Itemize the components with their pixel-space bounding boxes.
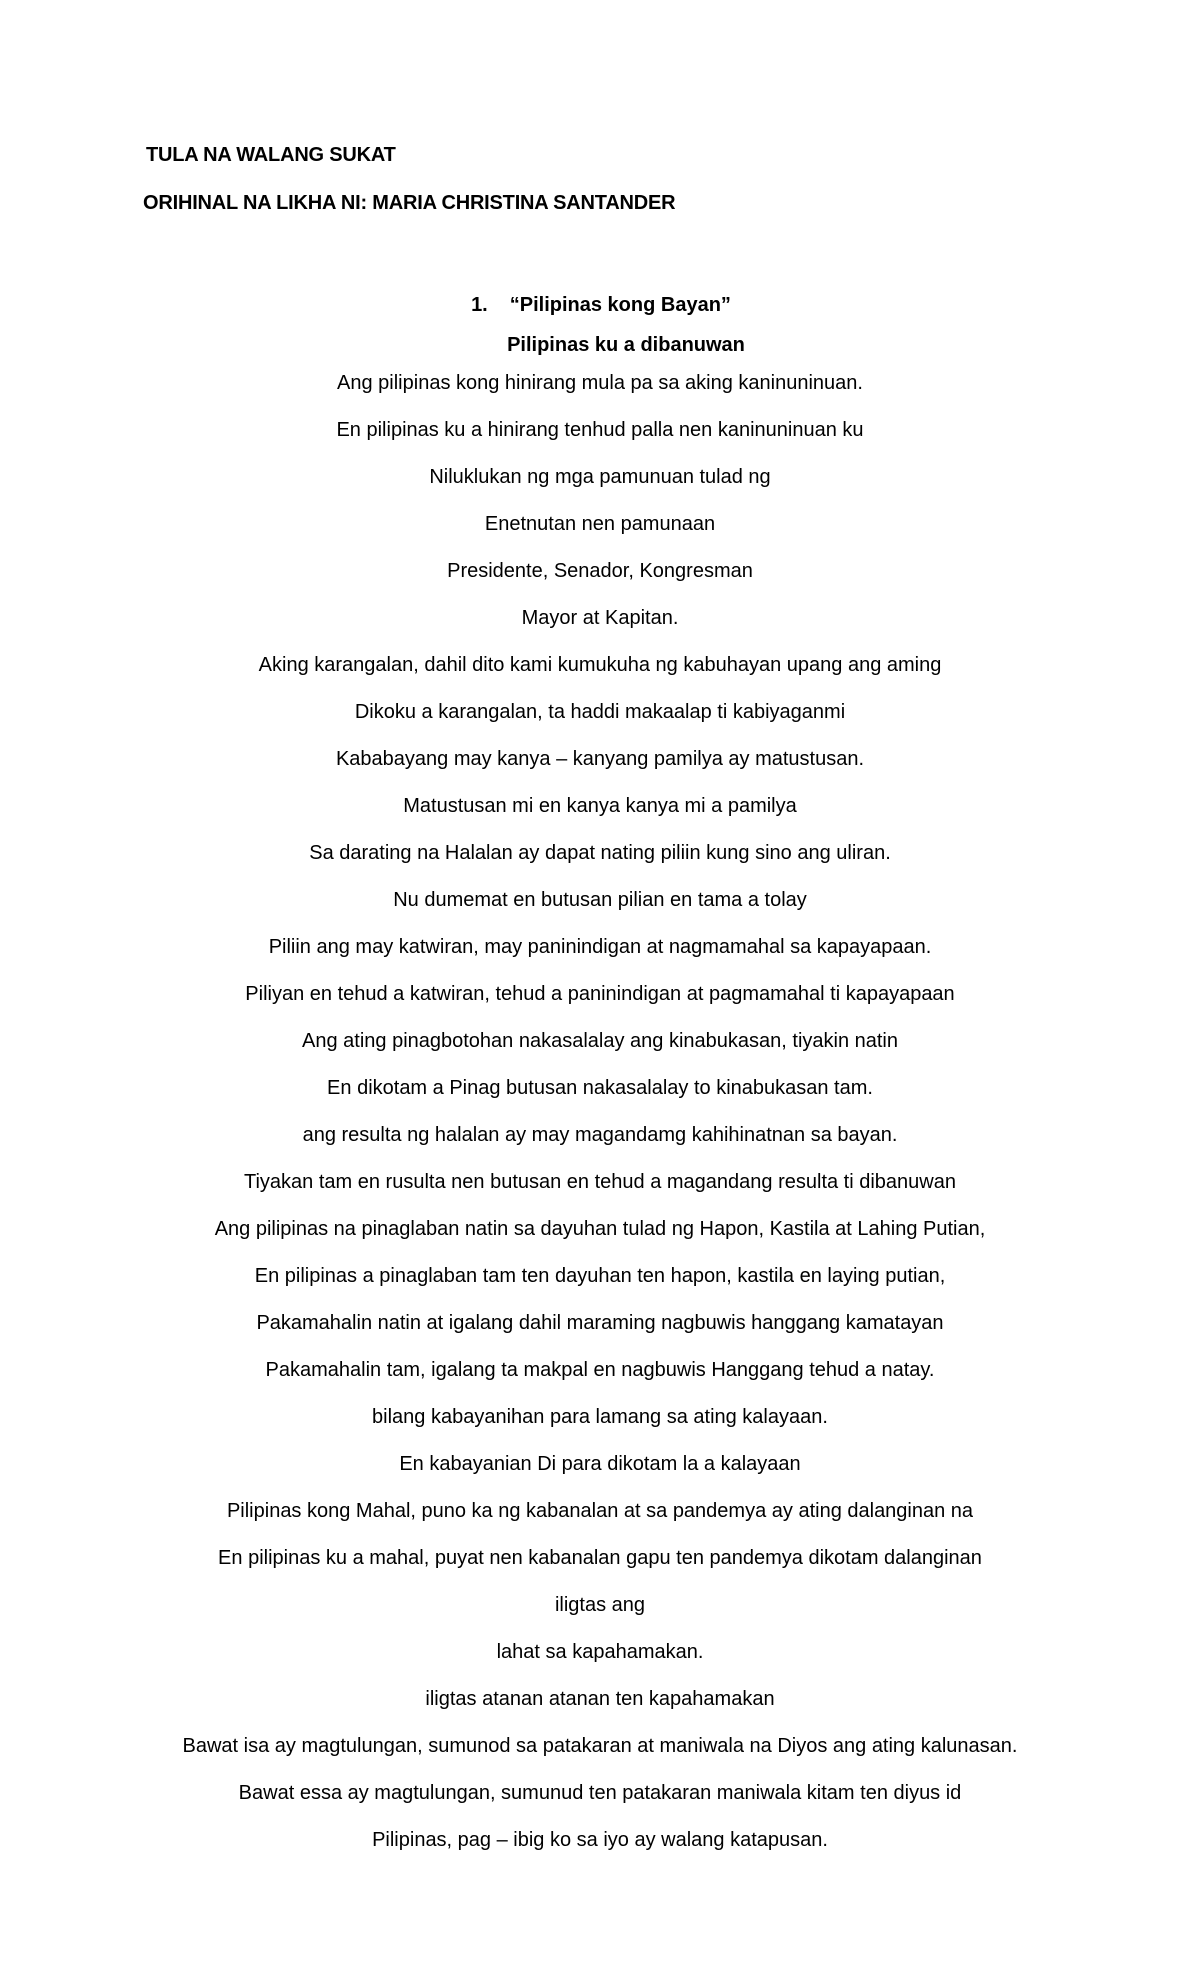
poem-line: iligtas atanan atanan ten kapahamakan xyxy=(425,1688,775,1710)
poem-line: En pilipinas a pinaglaban tam ten dayuhan ten hapon, kastila en laying putian, xyxy=(254,1265,946,1287)
poem-line: Piliin ang may katwiran, may paninindigan at nagmamahal sa kapayapaan. xyxy=(268,936,932,958)
poem-title-row xyxy=(0,285,1200,325)
poem-line: Ang pilipinas kong hinirang mula pa sa aking kaninuninuan. xyxy=(337,372,863,394)
poem-line: Sa darating na Halalan ay dapat nating piliin kung sino ang uliran. xyxy=(309,842,891,864)
poem-line: Pilipinas kong Mahal, puno ka ng kabanalan at sa pandemya ay ating dalanginan na xyxy=(226,1500,974,1522)
poem-title: “Pilipinas kong Bayan” xyxy=(509,294,731,316)
poem-line: Tiyakan tam en rusulta nen butusan en tehud a magandang resulta ti dibanuwan xyxy=(244,1171,956,1193)
poem-heading xyxy=(0,285,1200,365)
poem-line: Kababayang may kanya – kanyang pamilya ay matustusan. xyxy=(335,748,865,770)
poem-line: bilang kabayanihan para lamang sa ating kalayaan. xyxy=(372,1406,828,1428)
poem-line: iligtas ang xyxy=(554,1594,646,1616)
poem-line: Nu dumemat en butusan pilian en tama a tolay xyxy=(393,889,807,911)
poem-line: En kabayanian Di para dikotam la a kalayaan xyxy=(399,1453,801,1475)
poem-line: Bawat essa ay magtulungan, sumunud ten patakaran maniwala kitam ten diyus id xyxy=(238,1782,962,1804)
poem-line: Dikoku a karangalan, ta haddi makaalap ti kabiyaganmi xyxy=(354,701,846,723)
poem-line: En pilipinas ku a hinirang tenhud palla nen kaninuninuan ku xyxy=(336,419,864,441)
poem-line: Niluklukan ng mga pamunuan tulad ng xyxy=(429,466,771,488)
poem-line: ang resulta ng halalan ay may magandamg kahihinatnan sa bayan. xyxy=(302,1124,898,1146)
poem-line: Presidente, Senador, Kongresman xyxy=(447,560,753,582)
poem-line: Ang pilipinas na pinaglaban natin sa dayuhan tulad ng Hapon, Kastila at Lahing Putian, xyxy=(214,1218,986,1240)
poem-line: Pakamahalin natin at igalang dahil maraming nagbuwis hanggang kamatayan xyxy=(256,1312,944,1334)
poem-line: Enetnutan nen pamunaan xyxy=(484,513,716,535)
author-line: ORIHINAL NA LIKHA NI: MARIA CHRISTINA SANTANDER xyxy=(143,192,676,214)
poem-line: Matustusan mi en kanya kanya mi a pamilya xyxy=(403,795,797,817)
poem-line: Ang ating pinagbotohan nakasalalay ang kinabukasan, tiyakin natin xyxy=(302,1030,898,1052)
poem-subtitle: Pilipinas ku a dibanuwan xyxy=(507,334,745,356)
poem-line: Aking karangalan, dahil dito kami kumukuha ng kabuhayan upang ang aming xyxy=(258,654,942,676)
poem-line: Mayor at Kapitan. xyxy=(521,607,679,629)
poem-line: Piliyan en tehud a katwiran, tehud a paninindigan at pagmamahal ti kapayapaan xyxy=(245,983,955,1005)
poem-line: En dikotam a Pinag butusan nakasalalay to kinabukasan tam. xyxy=(327,1077,873,1099)
poem-number: 1. xyxy=(471,294,488,316)
poem-line: lahat sa kapahamakan. xyxy=(496,1641,704,1663)
poem-line: Pakamahalin tam, igalang ta makpal en nagbuwis Hanggang tehud a natay. xyxy=(265,1359,935,1381)
poem-line: Bawat isa ay magtulungan, sumunod sa patakaran at maniwala na Diyos ang ating kalunasan. xyxy=(182,1735,1018,1757)
poem-line: Pilipinas, pag – ibig ko sa iyo ay walang katapusan. xyxy=(372,1829,828,1851)
document-title: TULA NA WALANG SUKAT xyxy=(146,144,396,166)
poem-line: En pilipinas ku a mahal, puyat nen kabanalan gapu ten pandemya dikotam dalanginan xyxy=(218,1547,982,1569)
poem-body xyxy=(0,360,1200,1864)
